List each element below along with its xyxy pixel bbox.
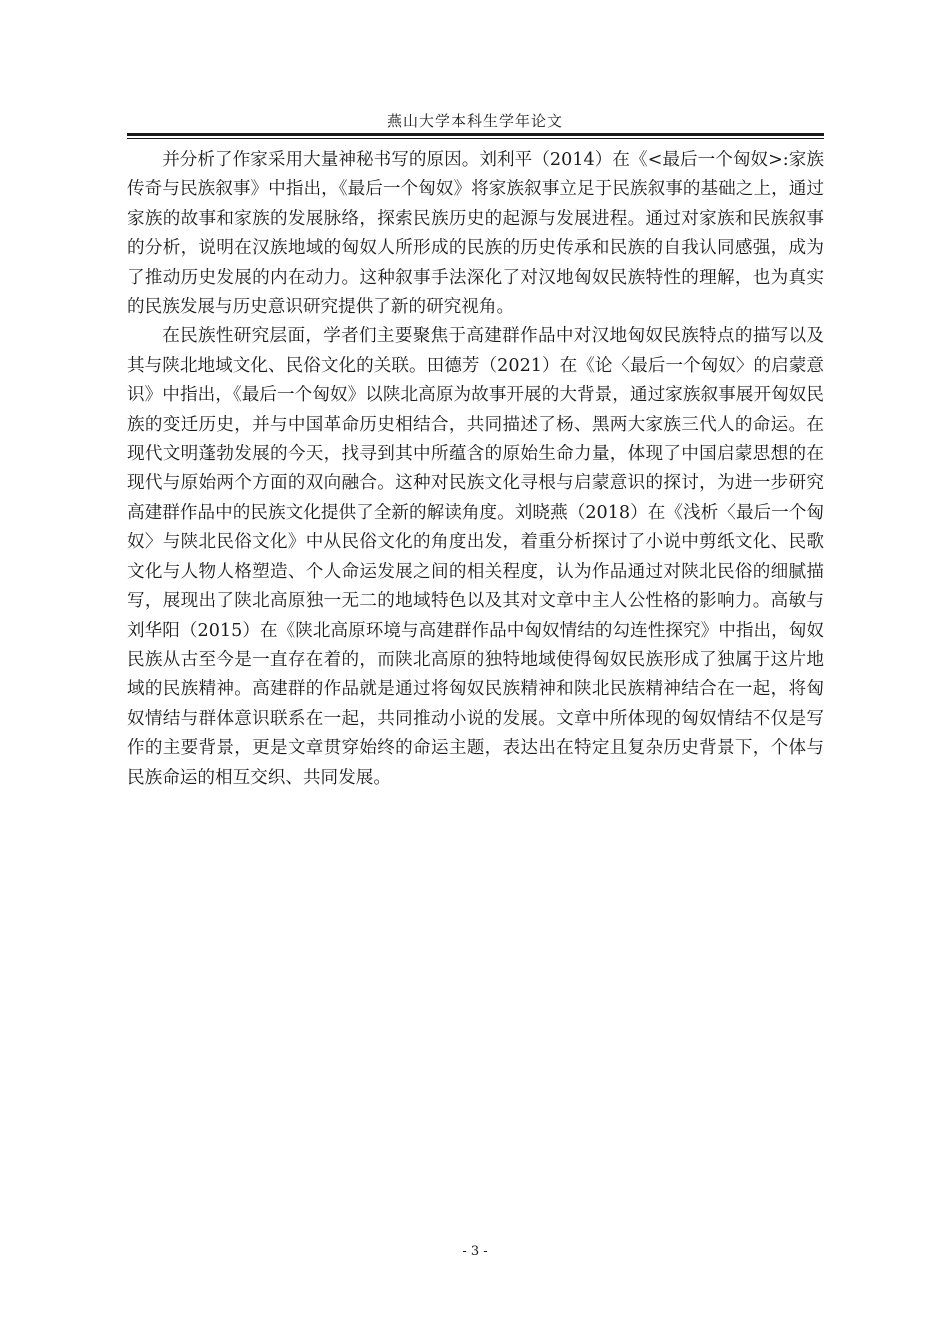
header-rule-thick (127, 133, 824, 136)
paragraph-1: 并分析了作家采用大量神秘书写的原因。刘利平（2014）在《<最后一个匈奴>:家族传奇与民族叙事》中指出，《最后一个匈奴》将家族叙事立足于民族叙事的基础之上，通过家族的故事和家族的发展脉络，探索民族历史的起源与发展进程。通过对家族和民族叙事的分析，说明在汉族地域的匈奴人所形成的民族的历史传承和民族的自我认同感强，成为了推动历史发展的内在动力。这种叙事手法深化了对汉地匈奴民族特性的理解，也为真实的民族发展与历史意识研究提供了新的研究视角。 (127, 150, 824, 318)
paragraph-2: 在民族性研究层面，学者们主要聚焦于高建群作品中对汉地匈奴民族特点的描写以及其与陕北地域文化、民俗文化的关联。田德芳（2021）在《论〈最后一个匈奴〉的启蒙意识》中指出，《最后一个匈奴》以陕北高原为故事开展的大背景，通过家族叙事展开匈奴民族的变迁历史，并与中国革命历史相结合，共同描述了杨、黑两大家族三代人的命运。在现代文明蓬勃发展的今天，找寻到其中所蕴含的原始生命力量，体现了中国启蒙思想的在现代与原始两个方面的双向融合。这种对民族文化寻根与启蒙意识的探讨，为进一步研究高建群作品中的民族文化提供了全新的解读角度。刘晓燕（2018）在《浅析〈最后一个匈奴〉与陕北民俗文化》中从民俗文化的角度出发，着重分析探讨了小说中剪纸文化、民歌文化与人物人格塑造、个人命运发展之间的相关程度，认为作品通过对陕北民俗的细腻描写，展现出了陕北高原独一无二的地域特色以及其对文章中主人公性格的影响力。高敏与刘华阳（2015）在《陕北高原环境与高建群作品中匈奴情结的勾连性探究》中指出，匈奴民族从古至今是一直存在着的，而陕北高原的独特地域使得匈奴民族形成了独属于这片地域的民族精神。高建群的作品就是通过将匈奴民族精神和陕北民族精神结合在一起，将匈奴情结与群体意识联系在一起，共同推动小说的发展。文章中所体现的匈奴情结不仅是写作的主要背景，更是文章贯穿始终的命运主题，表达出在特定且复杂历史背景下，个体与民族命运的相互交织、共同发展。 (127, 326, 824, 788)
header-rule-thin (127, 138, 824, 139)
running-header-title: 燕山大学本科生学年论文 (386, 112, 563, 130)
body-text (127, 146, 824, 793)
page-number: - 3 - (462, 1244, 488, 1259)
